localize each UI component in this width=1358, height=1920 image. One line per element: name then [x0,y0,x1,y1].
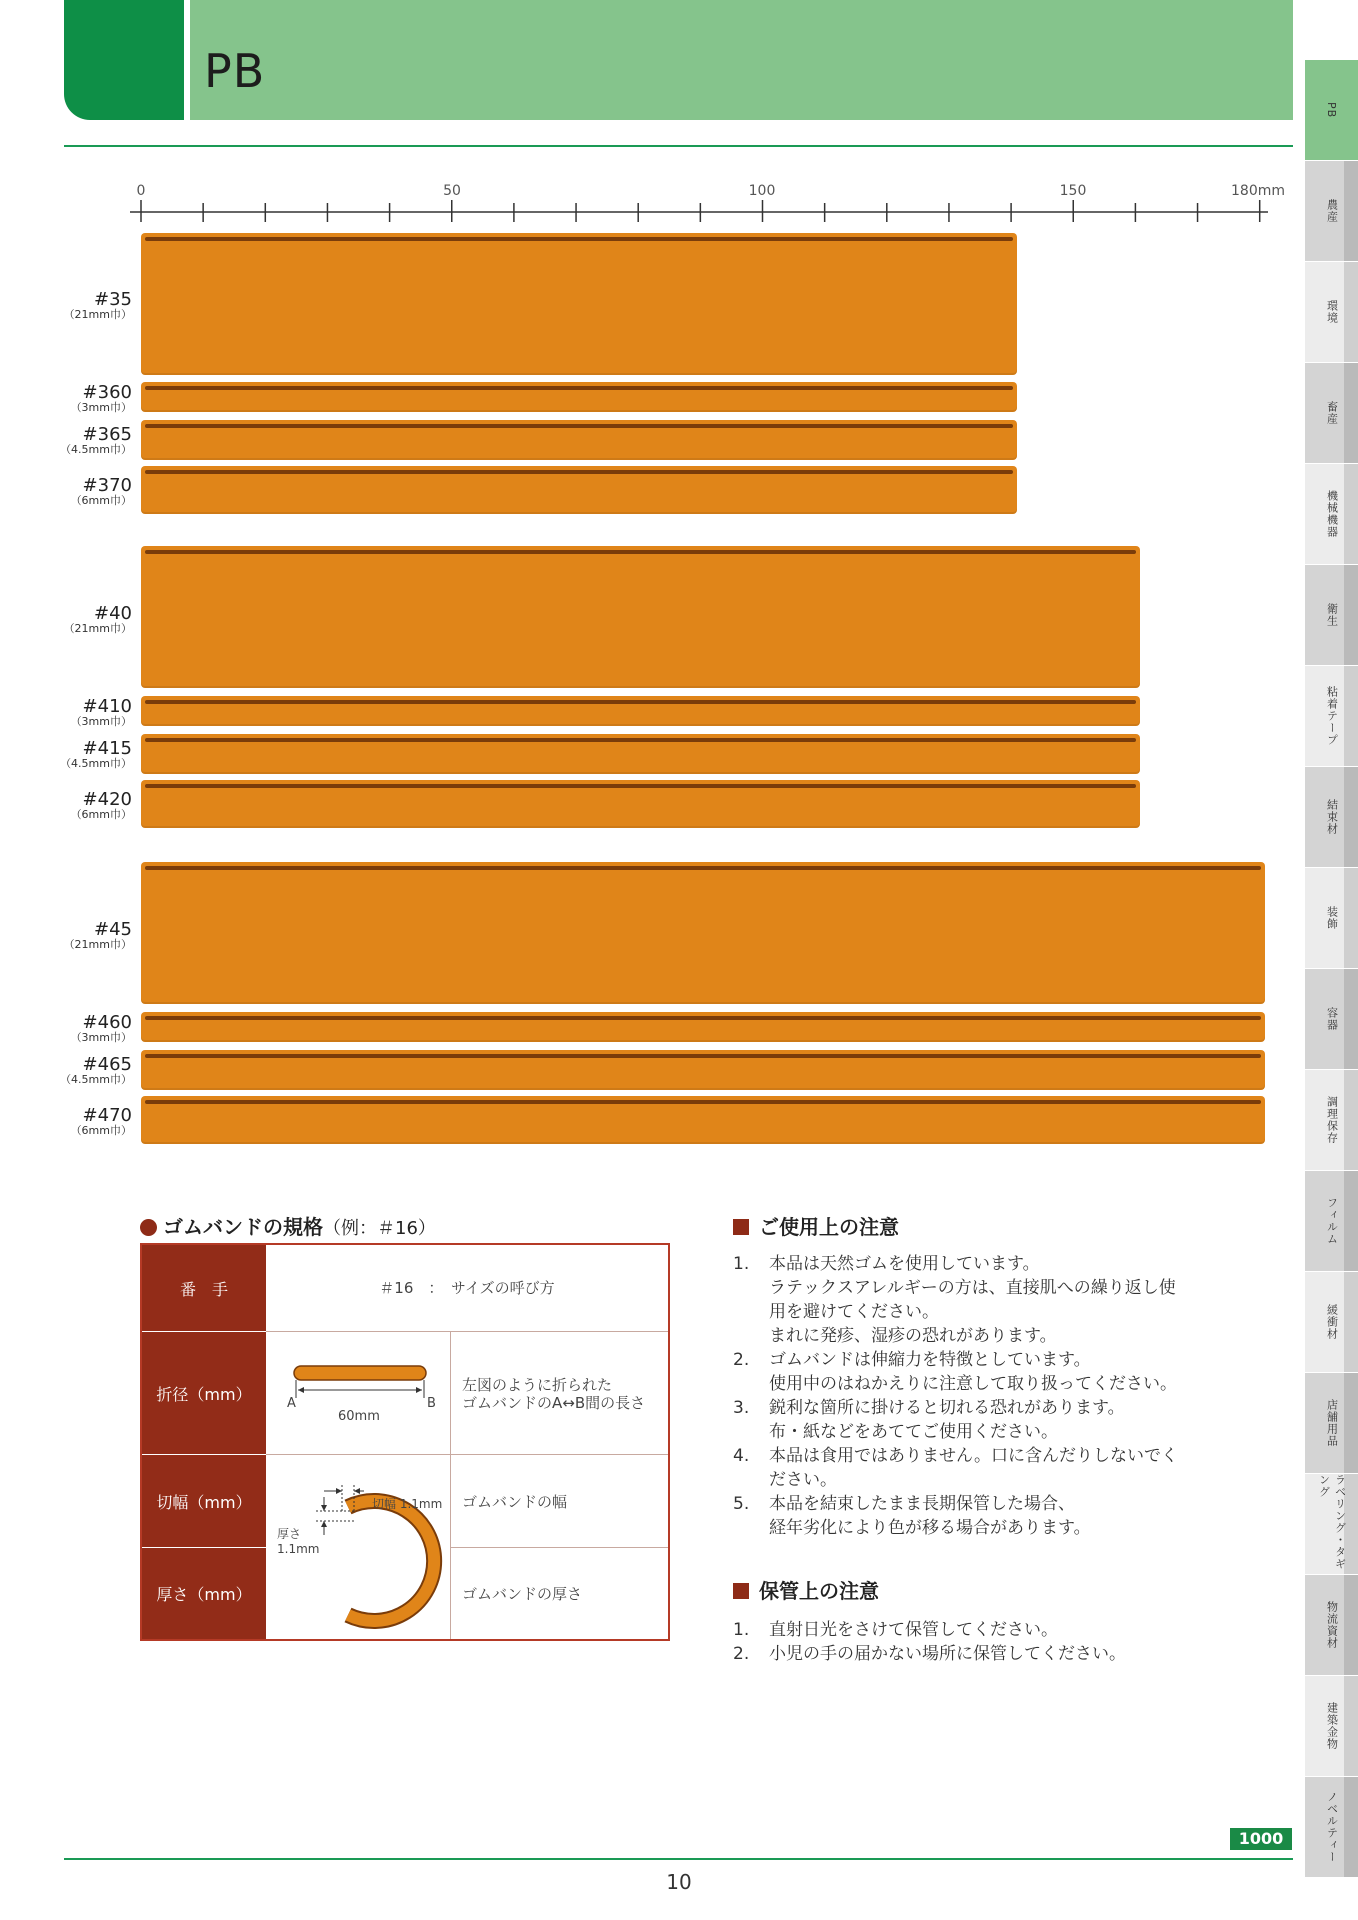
band-label-40: #40 （21mm巾） [63,603,132,635]
list-item: 2. 小児の手の届かない場所に保管してください。 [733,1644,1126,1664]
ruler-label-0: 0 [136,183,146,199]
band-label-415: #415 （4.5mm巾） [60,738,132,770]
band-label-360: #360 （3mm巾） [70,382,132,414]
spec-desc-number: ＃16 ： サイズの呼び方 [379,1279,555,1297]
usage-title: ご使用上の注意 [733,1211,899,1240]
side-tab-film[interactable]: フィルム [1305,1171,1358,1272]
side-tab-novelty[interactable]: ノベルティー [1305,1777,1358,1878]
side-tab-agriculture[interactable]: 農産 [1305,161,1358,262]
side-tab-hardware[interactable]: 建築金物 [1305,1676,1358,1777]
band-label-370: #370 （6mm巾） [70,475,132,507]
usage-list [733,1252,1293,1540]
band-label-365: #365 （4.5mm巾） [60,424,132,456]
side-tab-pb[interactable]: PB [1305,60,1358,161]
label-b: B [427,1396,436,1411]
list-item: 3. 鋭利な箇所に掛けると切れる恐れがあります。 布・紙などをあててご使用ください。 [733,1398,1125,1442]
band-label-410: #410 （3mm巾） [70,696,132,728]
ruler-label-150: 150 [1059,183,1087,199]
spec-head-number: 番 手 [142,1245,266,1331]
band-370 [141,466,1017,514]
side-tab-logistics[interactable]: 物流資材 [1305,1575,1358,1676]
ruler-label-100: 100 [748,183,776,199]
spec-desc-thickness: ゴムバンドの厚さ [462,1585,583,1603]
folded-band-diagram [266,1332,450,1454]
catalog-code-badge: 1000 [1230,1828,1292,1850]
label-cut-width: 切幅 1.1mm [372,1497,443,1511]
side-tab-labeling[interactable]: ラベリング・タギング [1305,1474,1358,1575]
side-tab-hygiene[interactable]: 衛生 [1305,565,1358,666]
square-bullet-icon [733,1219,749,1235]
bullet-dot-icon [140,1219,157,1236]
list-item: 1. 本品は天然ゴムを使用しています。 ラテックスアレルギーの方は、直接肌への繰り返し使 用を避けてください。 まれに発疹、湿疹の恐れがあります。 [733,1254,1176,1346]
spec-desc-folded: 左図のように折られた ゴムバンドのA↔B間の長さ [462,1376,646,1412]
side-tab-cooking-storage[interactable]: 調理保存 [1305,1070,1358,1171]
side-tab-binding[interactable]: 結束材 [1305,767,1358,868]
band-label-45: #45 （21mm巾） [63,919,132,951]
side-tab-machinery[interactable]: 機械機器 [1305,464,1358,565]
spec-head-cut-width: 切幅（mm） [142,1455,266,1547]
spec-desc-cut-width: ゴムバンドの幅 [462,1493,568,1511]
side-tab-decoration[interactable]: 装飾 [1305,868,1358,969]
spec-head-folded: 折径（mm） [142,1332,266,1454]
side-tab-adhesive-tape[interactable]: 粘着テープ [1305,666,1358,767]
ruler [0,0,1300,240]
list-item: 1. 直射日光をさけて保管してください。 [733,1620,1058,1640]
side-index [1305,60,1358,1878]
ruler-label-50: 50 [443,183,461,199]
band-45 [141,862,1265,1004]
band-label-465: #465 （4.5mm巾） [60,1054,132,1086]
band-415 [141,734,1140,774]
storage-list [733,1618,1293,1666]
band-label-460: #460 （3mm巾） [70,1012,132,1044]
label-60mm: 60mm [338,1409,380,1424]
side-tab-containers[interactable]: 容器 [1305,969,1358,1070]
band-365 [141,420,1017,460]
label-thickness: 厚さ 1.1mm [277,1527,320,1556]
spec-col-divider [450,1331,451,1639]
band-470 [141,1096,1265,1144]
band-40 [141,546,1140,688]
page-number: 10 [666,1870,692,1894]
page-title: PB [204,44,266,98]
side-tab-store-supplies[interactable]: 店舗用品 [1305,1373,1358,1474]
spec-row-divider [450,1547,668,1548]
side-tab-livestock[interactable]: 畜産 [1305,363,1358,464]
band-460 [141,1012,1265,1042]
storage-title: 保管上の注意 [733,1575,879,1604]
band-label-35: #35 （21mm巾） [63,289,132,321]
side-tab-cushioning[interactable]: 緩衝材 [1305,1272,1358,1373]
side-tab-environment[interactable]: 環境 [1305,262,1358,363]
list-item: 4. 本品は食用ではありません。口に含んだりしないでく ださい。 [733,1446,1179,1490]
list-item: 2. ゴムバンドは伸縮力を特徴としています。 使用中のはねかえりに注意して取り扱ってください。 [733,1350,1177,1394]
footer-divider [64,1858,1293,1860]
spec-title: ゴムバンドの規格（例：＃16） [140,1211,436,1240]
band-410 [141,696,1140,726]
band-35 [141,233,1017,375]
band-label-470: #470 （6mm巾） [70,1105,132,1137]
band-label-420: #420 （6mm巾） [70,789,132,821]
spec-table [140,1243,670,1641]
ruler-label-180mm: 180mm [1231,183,1285,199]
spec-head-thickness: 厚さ（mm） [142,1548,266,1639]
square-bullet-icon [733,1583,749,1599]
band-420 [141,780,1140,828]
band-465 [141,1050,1265,1090]
label-a: A [287,1396,296,1411]
band-360 [141,382,1017,412]
list-item: 5. 本品を結束したまま長期保管した場合、 経年劣化により色が移る場合があります。 [733,1494,1091,1538]
